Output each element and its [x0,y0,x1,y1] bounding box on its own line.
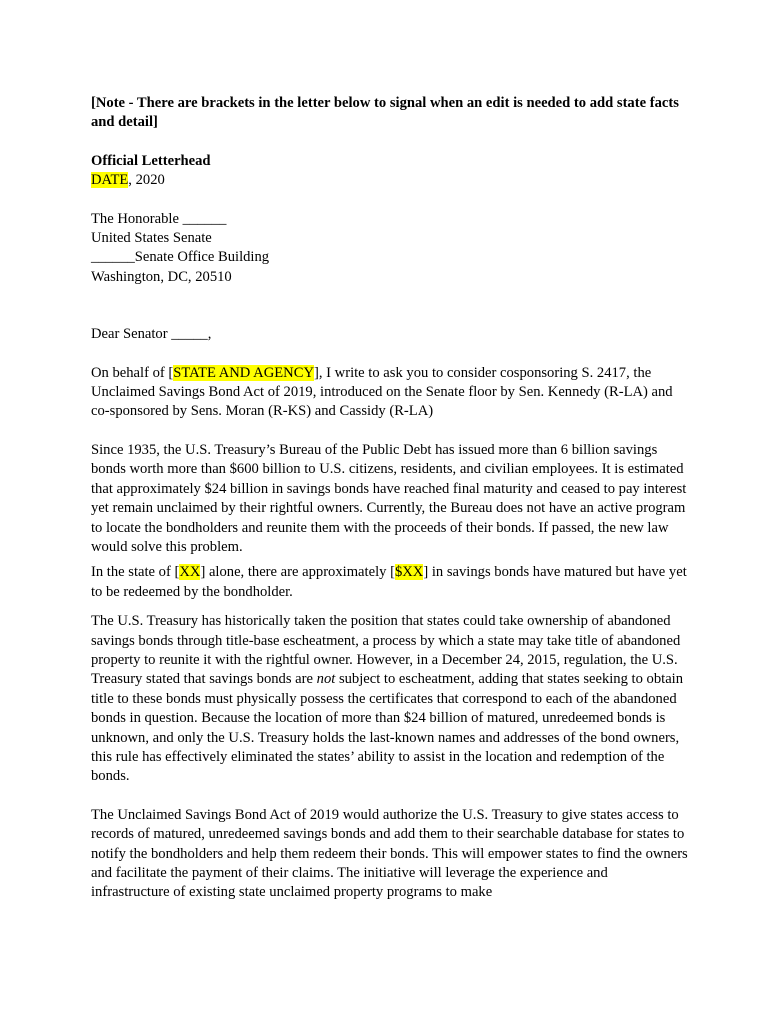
salutation: Dear Senator _____, [91,326,212,343]
letter-date [91,171,690,190]
para3-text-a: In the state of [ [91,564,180,581]
para3-text-c: ] in savings bonds have matured but have yet to be redeemed by the bondholder. [91,564,687,600]
address-line-4: Washington, DC, 20510 [91,268,232,285]
paragraph-2: Since 1935, the U.S. Treasury’s Bureau of the Public Debt has issued more than 6 billion savings bonds worth more than $600 billion to U.S. citizens, residents, and civilian employees. It is estimated that approximately $24 billion in savings bonds have reached final maturity and ceased to pay interest yet remain unclaimed by their rightful owners. Currently, the Bureau does not have an active program to locate the bondholders and reunite them with the proceeds of their bonds. If passed, the new law would solve this problem. [91,441,687,555]
address-line-2: United States Senate [91,230,212,247]
paragraph-3 [91,563,690,602]
paragraph-1 [91,364,690,422]
recipient-address [91,210,690,288]
para3-text-b: ] alone, there are approximately [ [200,564,395,581]
para1-text-a: On behalf of [ [91,364,174,381]
editor-note: [Note - There are brackets in the letter below to signal when an edit is needed to add state facts and detail] [91,95,679,131]
para4-emphasis: not [316,671,336,688]
state-placeholder: XX [179,564,201,581]
para1-text-b: ], I write to ask you to consider cosponsoring S. 2417, the Unclaimed Savings Bond Act of 2019, introduced on the Senate floor by Sen. Kennedy (R-LA) and co-sponsored by Sens. Moran (R-KS) and Cassidy (R-LA) [91,364,673,420]
paragraph-4 [91,612,690,787]
letterhead: Official Letterhead [91,152,211,169]
state-agency-placeholder: STATE AND AGENCY [173,364,314,381]
address-line-3: ______Senate Office Building [91,249,270,266]
paragraph-5: The Unclaimed Savings Bond Act of 2019 would authorize the U.S. Treasury to give states access to records of matured, unredeemed savings bonds and add them to their searchable database for states to notify the bondholders and help them redeem their bonds. This will empower states to find the owners and facilitate the payment of their claims. The initiative will leverage the experience and infrastructure of existing state unclaimed property programs to make [91,806,688,901]
address-line-1: The Honorable ______ [91,210,227,227]
para4-text-b: subject to escheatment, adding that states seeking to obtain title to these bonds must physically possess the certificates that correspond to each of the abandoned bonds in question. Because the location of more than $24 billion of matured, unredeemed bonds is unknown, and only the U.S. Treasury holds the last-known names and addresses of the bond owners, this rule has effectively eliminated the states’ ability to assist in the location and redemption of the bonds. [91,671,684,785]
amount-placeholder: $XX [394,564,424,581]
date-placeholder: DATE [91,172,129,189]
date-year: , 2020 [128,172,165,189]
para4-text-a: The U.S. Treasury has historically taken the position that states could take ownership of abandoned savings bonds through title-base escheatment, a process by which a state may take title of abandoned property to reunite it with the rightful owner. However, in a December 24, 2015, regulation, the U.S. Treasury stated that savings bonds are [91,613,681,688]
